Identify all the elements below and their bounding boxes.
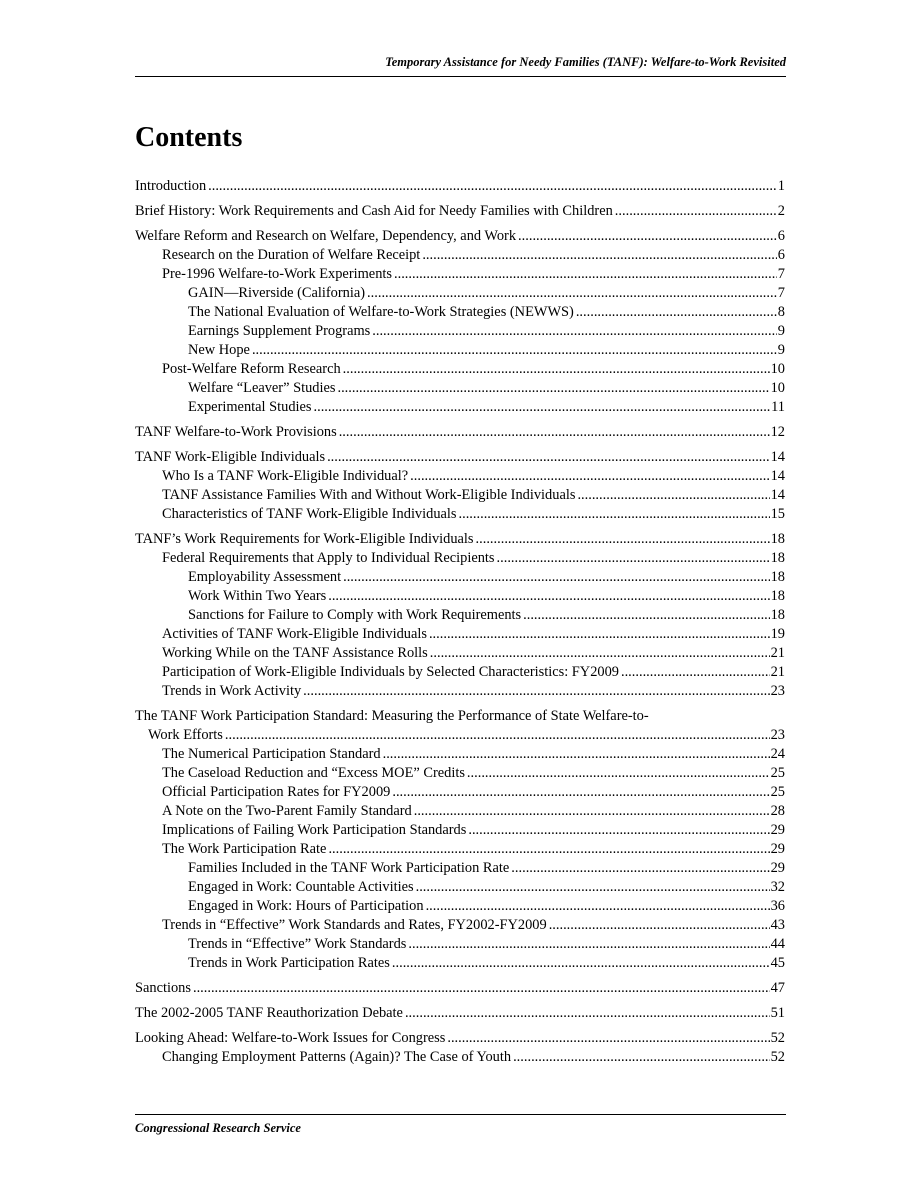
dot-leader <box>577 486 769 505</box>
toc-entry-label: Research on the Duration of Welfare Receipt <box>162 247 421 263</box>
toc-entry-page-number: 15 <box>770 506 785 522</box>
dot-leader <box>497 549 770 568</box>
toc-entry-page-number: 36 <box>770 898 785 914</box>
toc-entry-page-number: 21 <box>770 645 785 661</box>
toc-entry[interactable] <box>135 587 785 606</box>
toc-entry-label: Post-Welfare Reform Research <box>162 361 341 377</box>
dot-leader <box>372 322 777 341</box>
dot-leader <box>337 379 769 398</box>
toc-entry-label: Employability Assessment <box>188 569 342 585</box>
toc-entry-label: GAIN—Riverside (California) <box>188 285 366 301</box>
running-footer: Congressional Research Service <box>135 1121 301 1135</box>
toc-entry-label: Working While on the TANF Assistance Rolls <box>162 645 428 661</box>
dot-leader <box>327 448 770 467</box>
dot-leader <box>314 398 771 417</box>
toc-entry-label: TANF Work-Eligible Individuals <box>135 449 326 465</box>
toc-entry-page-number: 51 <box>770 1005 785 1021</box>
toc-entry-page-number: 11 <box>771 399 785 415</box>
header-rule <box>135 76 786 77</box>
dot-leader <box>467 764 770 783</box>
dot-leader <box>343 360 770 379</box>
toc-entry[interactable] <box>135 897 785 916</box>
dot-leader <box>576 303 777 322</box>
toc-entry-label: The National Evaluation of Welfare-to-Work Strategies (NEWWS) <box>188 304 574 320</box>
toc-entry[interactable] <box>135 568 785 587</box>
toc-entry-page-number: 21 <box>770 664 785 680</box>
dot-leader <box>343 568 770 587</box>
toc-entry-page-number: 18 <box>770 531 785 547</box>
toc-entry[interactable] <box>135 303 785 322</box>
toc-entry-page-number: 29 <box>770 860 785 876</box>
dot-leader <box>383 745 770 764</box>
toc-entry-page-number: 14 <box>770 468 785 484</box>
toc-entry[interactable] <box>135 486 785 505</box>
dot-leader <box>303 682 769 701</box>
dot-leader <box>459 505 770 524</box>
dot-leader <box>394 265 777 284</box>
toc-entry-label: Work Within Two Years <box>188 588 327 604</box>
toc-entry-label: Changing Employment Patterns (Again)? The Case of Youth <box>162 1049 512 1065</box>
toc-entry-page-number: 14 <box>770 449 785 465</box>
toc-entry[interactable] <box>135 341 785 360</box>
toc-entry[interactable] <box>135 284 785 303</box>
toc-entry-page-number: 18 <box>770 607 785 623</box>
toc-entry-page-number: 8 <box>777 304 785 320</box>
toc-entry-label: Engaged in Work: Hours of Participation <box>188 898 424 914</box>
toc-entry-label: Participation of Work-Eligible Individuals by Selected Characteristics: FY2009 <box>162 664 619 680</box>
toc-entry-label: Experimental Studies <box>188 399 312 415</box>
toc-entry[interactable] <box>135 644 785 663</box>
toc-entry-page-number: 52 <box>770 1049 785 1065</box>
dot-leader <box>426 897 770 916</box>
toc-entry-label: Brief History: Work Requirements and Cash Aid for Needy Families with Children <box>135 203 613 219</box>
toc-entry-label: Trends in “Effective” Work Standards and Rates, FY2002-FY2009 <box>162 917 547 933</box>
toc-entry-page-number: 23 <box>770 683 785 699</box>
dot-leader <box>193 979 770 998</box>
toc-entry[interactable] <box>135 265 785 284</box>
toc-entry-page-number: 1 <box>777 178 785 194</box>
dot-leader <box>621 663 770 682</box>
dot-leader <box>208 177 777 196</box>
toc-entry-page-number: 18 <box>770 569 785 585</box>
toc-entry-label: TANF’s Work Requirements for Work-Eligible Individuals <box>135 531 474 547</box>
dot-leader <box>339 423 770 442</box>
dot-leader <box>328 840 769 859</box>
dot-leader <box>513 1048 770 1067</box>
toc-entry-label: The Caseload Reduction and “Excess MOE” Credits <box>162 765 465 781</box>
toc-entry-label: Federal Requirements that Apply to Individual Recipients <box>162 550 495 566</box>
toc-entry[interactable] <box>135 448 785 467</box>
toc-entry-label: TANF Welfare-to-Work Provisions <box>135 424 337 440</box>
page-title: Contents <box>135 122 243 153</box>
toc-entry[interactable] <box>135 1029 785 1048</box>
toc-entry[interactable] <box>135 379 785 398</box>
toc-entry[interactable] <box>135 202 785 221</box>
toc-entry-page-number: 2 <box>777 203 785 219</box>
toc-entry[interactable] <box>135 840 785 859</box>
dot-leader <box>392 954 770 973</box>
dot-leader <box>549 916 770 935</box>
toc-entry-page-number: 10 <box>770 380 785 396</box>
toc-entry-page-number: 7 <box>777 285 785 301</box>
footer-rule <box>135 1114 786 1115</box>
toc-entry[interactable] <box>135 467 785 486</box>
toc-entry[interactable] <box>135 530 785 549</box>
toc-entry-label: Trends in Work Participation Rates <box>188 955 390 971</box>
dot-leader <box>328 587 769 606</box>
dot-leader <box>615 202 777 221</box>
toc-entry-label: The Work Participation Rate <box>162 841 327 857</box>
toc-entry-page-number: 52 <box>770 1030 785 1046</box>
toc-entry-page-number: 12 <box>770 424 785 440</box>
dot-leader <box>408 935 769 954</box>
toc-entry[interactable] <box>135 625 785 644</box>
toc-entry[interactable] <box>135 821 785 840</box>
toc-entry-label: TANF Assistance Families With and Without Work-Eligible Individuals <box>162 487 576 503</box>
toc-entry-label: Characteristics of TANF Work-Eligible Individuals <box>162 506 457 522</box>
toc-entry[interactable] <box>135 745 785 764</box>
toc-entry-page-number: 29 <box>770 822 785 838</box>
toc-entry-label: New Hope <box>188 342 250 358</box>
toc-entry-label: The Numerical Participation Standard <box>162 746 381 762</box>
toc-entry-page-number: 7 <box>777 266 785 282</box>
toc-entry-label: Trends in Work Activity <box>162 683 302 699</box>
toc-entry[interactable] <box>135 549 785 568</box>
toc-entry[interactable] <box>135 916 785 935</box>
toc-entry-label-line1: The TANF Work Participation Standard: Measuring the Performance of State Welfare-to- <box>135 708 649 724</box>
toc-entry[interactable] <box>135 423 785 442</box>
toc-entry-label: Families Included in the TANF Work Participation Rate <box>188 860 510 876</box>
dot-leader <box>367 284 777 303</box>
toc-entry-page-number: 29 <box>770 841 785 857</box>
toc-entry-label: A Note on the Two-Parent Family Standard <box>162 803 412 819</box>
toc-entry-label: Implications of Failing Work Participation Standards <box>162 822 467 838</box>
toc-entry-page-number: 24 <box>770 746 785 762</box>
dot-leader <box>447 1029 769 1048</box>
toc-entry[interactable] <box>135 878 785 897</box>
dot-leader <box>518 227 777 246</box>
toc-entry-label: Looking Ahead: Welfare-to-Work Issues for Congress <box>135 1030 446 1046</box>
toc-entry-page-number: 25 <box>770 784 785 800</box>
toc-entry[interactable] <box>135 663 785 682</box>
toc-entry[interactable] <box>135 935 785 954</box>
toc-entry-page-number: 18 <box>770 550 785 566</box>
toc-entry-label: The 2002-2005 TANF Reauthorization Debate <box>135 1005 403 1021</box>
toc-entry[interactable] <box>135 246 785 265</box>
dot-leader <box>392 783 769 802</box>
toc-entry[interactable] <box>135 979 785 998</box>
toc-entry-page-number: 18 <box>770 588 785 604</box>
toc-entry-page-number: 44 <box>770 936 785 952</box>
toc-entry-label: Sanctions <box>135 980 191 996</box>
toc-entry-label: Pre-1996 Welfare-to-Work Experiments <box>162 266 392 282</box>
dot-leader <box>410 467 769 486</box>
toc-entry-page-number: 10 <box>770 361 785 377</box>
toc-entry-label: Trends in “Effective” Work Standards <box>188 936 407 952</box>
toc-entry-page-number: 19 <box>770 626 785 642</box>
toc-entry-page-number: 9 <box>777 342 785 358</box>
dot-leader <box>430 644 770 663</box>
toc-entry[interactable] <box>135 764 785 783</box>
toc-entry[interactable] <box>135 954 785 973</box>
toc-entry-page-number: 25 <box>770 765 785 781</box>
toc-entry[interactable] <box>135 707 785 745</box>
dot-leader <box>252 341 777 360</box>
toc-entry-page-number: 45 <box>770 955 785 971</box>
toc-entry-label: Sanctions for Failure to Comply with Work Requirements <box>188 607 522 623</box>
toc-entry-page-number: 43 <box>770 917 785 933</box>
toc-entry-label: Activities of TANF Work-Eligible Individuals <box>162 626 427 642</box>
toc-entry-page-number: 23 <box>770 727 785 743</box>
toc-entry-label: Welfare Reform and Research on Welfare, Dependency, and Work <box>135 228 517 244</box>
toc-entry-label: Who Is a TANF Work-Eligible Individual? <box>162 468 409 484</box>
toc-entry-label: Welfare “Leaver” Studies <box>188 380 336 396</box>
toc-entry-page-number: 6 <box>777 247 785 263</box>
dot-leader <box>429 625 770 644</box>
dot-leader <box>523 606 769 625</box>
toc-entry-label: Engaged in Work: Countable Activities <box>188 879 414 895</box>
running-header: Temporary Assistance for Needy Families (TANF): Welfare-to-Work Revisited <box>385 55 786 69</box>
toc-entry-label: Official Participation Rates for FY2009 <box>162 784 391 800</box>
dot-leader <box>225 726 770 745</box>
toc-entry[interactable] <box>135 682 785 701</box>
toc-entry-page-number: 47 <box>770 980 785 996</box>
table-of-contents <box>135 177 785 1067</box>
dot-leader <box>414 802 770 821</box>
toc-entry[interactable] <box>135 398 785 417</box>
toc-entry[interactable] <box>135 1004 785 1023</box>
toc-entry[interactable] <box>135 177 785 196</box>
dot-leader <box>468 821 769 840</box>
toc-entry[interactable] <box>135 1048 785 1067</box>
toc-entry-page-number: 14 <box>770 487 785 503</box>
dot-leader <box>416 878 770 897</box>
toc-entry-label: Introduction <box>135 178 207 194</box>
toc-entry-page-number: 28 <box>770 803 785 819</box>
toc-entry[interactable] <box>135 859 785 878</box>
dot-leader <box>405 1004 770 1023</box>
toc-entry[interactable] <box>135 505 785 524</box>
toc-entry[interactable] <box>135 802 785 821</box>
toc-entry[interactable] <box>135 360 785 379</box>
toc-entry[interactable] <box>135 783 785 802</box>
toc-entry-page-number: 9 <box>777 323 785 339</box>
toc-entry[interactable] <box>135 606 785 625</box>
toc-entry[interactable] <box>135 322 785 341</box>
dot-leader <box>511 859 769 878</box>
toc-entry-label: Earnings Supplement Programs <box>188 323 371 339</box>
toc-entry-page-number: 6 <box>777 228 785 244</box>
dot-leader <box>476 530 770 549</box>
toc-entry-label: Work Efforts <box>148 727 223 743</box>
dot-leader <box>422 246 776 265</box>
toc-entry-page-number: 32 <box>770 879 785 895</box>
toc-entry[interactable] <box>135 227 785 246</box>
